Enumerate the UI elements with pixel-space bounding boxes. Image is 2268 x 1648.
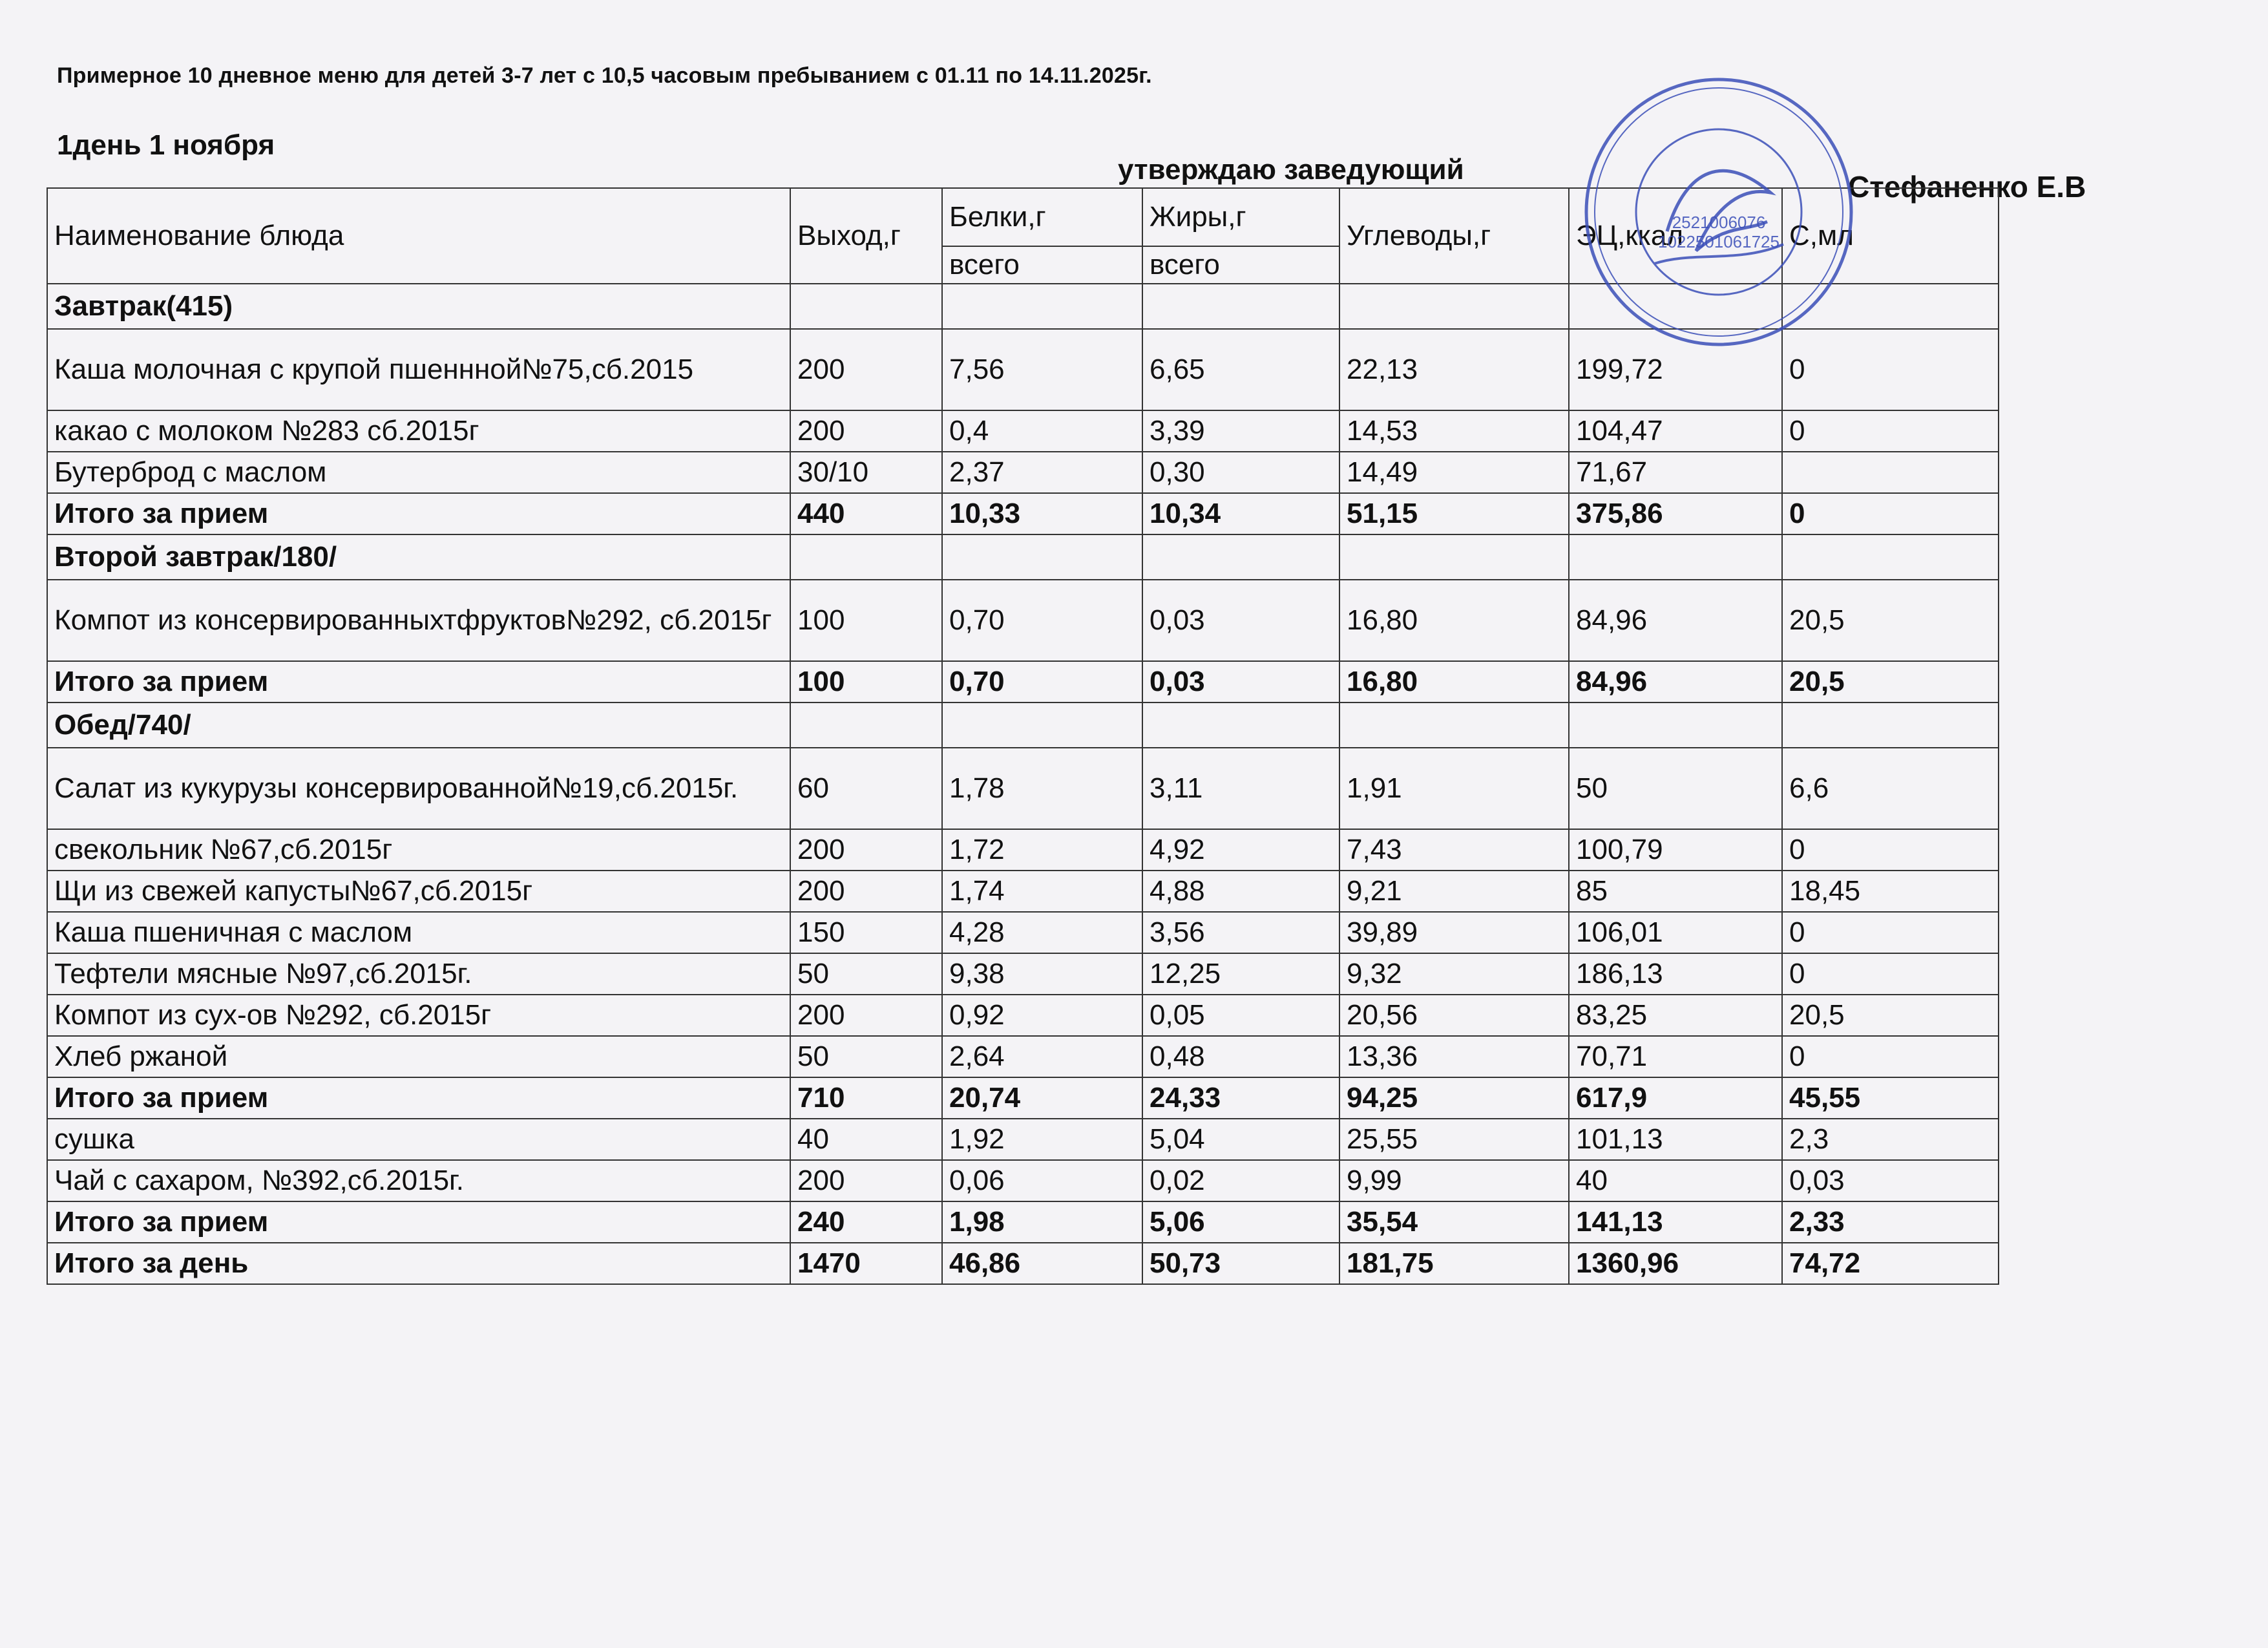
cell-protein: 20,74 — [942, 1077, 1142, 1119]
cell-carbs: 16,80 — [1339, 580, 1569, 661]
cell-protein: 10,33 — [942, 493, 1142, 534]
cell-energy: 50 — [1569, 748, 1782, 829]
cell-energy: 40 — [1569, 1160, 1782, 1201]
empty-cell — [942, 534, 1142, 580]
cell-fat: 0,02 — [1142, 1160, 1339, 1201]
cell-energy: 85 — [1569, 871, 1782, 912]
empty-cell — [942, 284, 1142, 329]
section-label: Второй завтрак/180/ — [47, 534, 790, 580]
cell-name: Хлеб ржаной — [47, 1036, 790, 1077]
cell-vitc: 0 — [1782, 329, 1999, 410]
table-row — [47, 829, 1999, 871]
cell-fat: 50,73 — [1142, 1243, 1339, 1284]
cell-fat: 4,88 — [1142, 871, 1339, 912]
cell-protein: 1,98 — [942, 1201, 1142, 1243]
section-total-row — [47, 493, 1999, 534]
header-row — [47, 188, 1999, 246]
cell-carbs: 9,21 — [1339, 871, 1569, 912]
cell-yield: 60 — [790, 748, 942, 829]
cell-name: Каша молочная с крупой пшеннной№75,сб.2015 — [47, 329, 790, 410]
cell-carbs: 1,91 — [1339, 748, 1569, 829]
approve-label: утверждаю заведующий — [1118, 154, 1464, 185]
cell-name: свекольник №67,сб.2015г — [47, 829, 790, 871]
cell-energy: 199,72 — [1569, 329, 1782, 410]
empty-cell — [790, 534, 942, 580]
empty-cell — [790, 284, 942, 329]
stamp-ogrn: 1022501061725 — [1658, 232, 1780, 251]
cell-energy: 70,71 — [1569, 1036, 1782, 1077]
cell-name: Компот из сух-ов №292, сб.2015г — [47, 995, 790, 1036]
cell-carbs: 14,53 — [1339, 410, 1569, 452]
cell-fat: 12,25 — [1142, 953, 1339, 995]
cell-carbs: 7,43 — [1339, 829, 1569, 871]
cell-carbs: 181,75 — [1339, 1243, 1569, 1284]
cell-yield: 50 — [790, 1036, 942, 1077]
table-row — [47, 995, 1999, 1036]
empty-cell — [1142, 284, 1339, 329]
cell-fat: 10,34 — [1142, 493, 1339, 534]
cell-vitc: 18,45 — [1782, 871, 1999, 912]
cell-energy: 617,9 — [1569, 1077, 1782, 1119]
cell-name: Итого за прием — [47, 1077, 790, 1119]
cell-fat: 0,03 — [1142, 580, 1339, 661]
cell-carbs: 14,49 — [1339, 452, 1569, 493]
cell-carbs: 20,56 — [1339, 995, 1569, 1036]
cell-yield: 100 — [790, 580, 942, 661]
section-header-row — [47, 703, 1999, 748]
cell-yield: 200 — [790, 410, 942, 452]
cell-vitc: 0,03 — [1782, 1160, 1999, 1201]
section-total-row — [47, 1201, 1999, 1243]
subheader-fat: всего — [1142, 246, 1339, 284]
cell-protein: 0,70 — [942, 661, 1142, 703]
cell-energy: 100,79 — [1569, 829, 1782, 871]
header-carbs: Углеводы,г — [1339, 188, 1569, 284]
cell-carbs: 9,99 — [1339, 1160, 1569, 1201]
empty-cell — [1339, 534, 1569, 580]
cell-protein: 0,4 — [942, 410, 1142, 452]
table-row — [47, 410, 1999, 452]
empty-cell — [942, 703, 1142, 748]
cell-protein: 1,74 — [942, 871, 1142, 912]
cell-protein: 2,64 — [942, 1036, 1142, 1077]
header-name: Наименование блюда — [47, 188, 790, 284]
cell-name: какао с молоком №283 сб.2015г — [47, 410, 790, 452]
cell-name: Итого за прием — [47, 661, 790, 703]
cell-name: Итого за прием — [47, 1201, 790, 1243]
header-vitc: С,мл — [1782, 188, 1999, 284]
cell-carbs: 35,54 — [1339, 1201, 1569, 1243]
cell-vitc: 20,5 — [1782, 580, 1999, 661]
cell-fat: 5,06 — [1142, 1201, 1339, 1243]
cell-energy: 106,01 — [1569, 912, 1782, 953]
cell-vitc: 20,5 — [1782, 995, 1999, 1036]
cell-vitc: 0 — [1782, 953, 1999, 995]
cell-fat: 0,03 — [1142, 661, 1339, 703]
table-row — [47, 1119, 1999, 1160]
cell-fat: 0,05 — [1142, 995, 1339, 1036]
empty-cell — [1142, 534, 1339, 580]
cell-vitc: 45,55 — [1782, 1077, 1999, 1119]
cell-energy: 104,47 — [1569, 410, 1782, 452]
table-row — [47, 580, 1999, 661]
empty-cell — [1569, 703, 1782, 748]
cell-name: Салат из кукурузы консервированной№19,сб.2015г. — [47, 748, 790, 829]
cell-name: Итого за прием — [47, 493, 790, 534]
cell-name: Щи из свежей капусты№67,сб.2015г — [47, 871, 790, 912]
cell-fat: 3,39 — [1142, 410, 1339, 452]
cell-yield: 150 — [790, 912, 942, 953]
empty-cell — [1142, 703, 1339, 748]
cell-vitc: 20,5 — [1782, 661, 1999, 703]
empty-cell — [790, 703, 942, 748]
cell-name: Итого за день — [47, 1243, 790, 1284]
cell-yield: 200 — [790, 871, 942, 912]
cell-energy: 84,96 — [1569, 661, 1782, 703]
cell-vitc: 0 — [1782, 1036, 1999, 1077]
table-row — [47, 748, 1999, 829]
cell-protein: 46,86 — [942, 1243, 1142, 1284]
cell-protein: 0,06 — [942, 1160, 1142, 1201]
cell-vitc — [1782, 452, 1999, 493]
section-total-row — [47, 661, 1999, 703]
cell-energy: 141,13 — [1569, 1201, 1782, 1243]
section-header-row — [47, 284, 1999, 329]
cell-protein: 9,38 — [942, 953, 1142, 995]
cell-carbs: 94,25 — [1339, 1077, 1569, 1119]
cell-fat: 4,92 — [1142, 829, 1339, 871]
header-energy: ЭЦ,ккал — [1569, 188, 1782, 284]
cell-vitc: 0 — [1782, 912, 1999, 953]
empty-cell — [1782, 284, 1999, 329]
empty-cell — [1569, 534, 1782, 580]
header-yield: Выход,г — [790, 188, 942, 284]
cell-fat: 0,30 — [1142, 452, 1339, 493]
cell-yield: 200 — [790, 1160, 942, 1201]
cell-vitc: 0 — [1782, 410, 1999, 452]
cell-yield: 710 — [790, 1077, 942, 1119]
cell-name: сушка — [47, 1119, 790, 1160]
stamp-inn: 2521006076 — [1672, 213, 1766, 232]
header-protein: Белки,г — [942, 188, 1142, 246]
cell-protein: 2,37 — [942, 452, 1142, 493]
cell-vitc: 0 — [1782, 493, 1999, 534]
cell-yield: 240 — [790, 1201, 942, 1243]
cell-protein: 1,92 — [942, 1119, 1142, 1160]
cell-name: Компот из консервированныхтфруктов№292, сб.2015г — [47, 580, 790, 661]
cell-fat: 24,33 — [1142, 1077, 1339, 1119]
cell-yield: 30/10 — [790, 452, 942, 493]
section-label: Обед/740/ — [47, 703, 790, 748]
cell-yield: 40 — [790, 1119, 942, 1160]
cell-fat: 3,11 — [1142, 748, 1339, 829]
cell-yield: 440 — [790, 493, 942, 534]
cell-name: Чай с сахаром, №392,сб.2015г. — [47, 1160, 790, 1201]
section-label: Завтрак(415) — [47, 284, 790, 329]
section-header-row — [47, 534, 1999, 580]
cell-energy: 71,67 — [1569, 452, 1782, 493]
cell-protein: 1,78 — [942, 748, 1142, 829]
table-row — [47, 329, 1999, 410]
cell-fat: 5,04 — [1142, 1119, 1339, 1160]
cell-fat: 3,56 — [1142, 912, 1339, 953]
cell-yield: 100 — [790, 661, 942, 703]
cell-carbs: 13,36 — [1339, 1036, 1569, 1077]
cell-energy: 375,86 — [1569, 493, 1782, 534]
cell-yield: 200 — [790, 329, 942, 410]
cell-energy: 186,13 — [1569, 953, 1782, 995]
table-row — [47, 871, 1999, 912]
cell-yield: 1470 — [790, 1243, 942, 1284]
cell-name: Тефтели мясные №97,сб.2015г. — [47, 953, 790, 995]
empty-cell — [1782, 703, 1999, 748]
day-total-row — [47, 1243, 1999, 1284]
table-row — [47, 452, 1999, 493]
cell-energy: 84,96 — [1569, 580, 1782, 661]
cell-vitc: 2,33 — [1782, 1201, 1999, 1243]
cell-yield: 200 — [790, 995, 942, 1036]
empty-cell — [1782, 534, 1999, 580]
cell-carbs: 9,32 — [1339, 953, 1569, 995]
approver-name: Стефаненко Е.В — [1848, 170, 2086, 204]
table-row — [47, 912, 1999, 953]
cell-protein: 0,92 — [942, 995, 1142, 1036]
cell-carbs: 39,89 — [1339, 912, 1569, 953]
cell-protein: 7,56 — [942, 329, 1142, 410]
subheader-protein: всего — [942, 246, 1142, 284]
document-title: Примерное 10 дневное меню для детей 3-7 лет с 10,5 часовым пребыванием с 01.11 по 14.11.2025г. — [57, 63, 1152, 88]
cell-vitc: 0 — [1782, 829, 1999, 871]
cell-carbs: 51,15 — [1339, 493, 1569, 534]
cell-vitc: 2,3 — [1782, 1119, 1999, 1160]
cell-protein: 1,72 — [942, 829, 1142, 871]
menu-table — [47, 187, 1999, 1285]
cell-fat: 6,65 — [1142, 329, 1339, 410]
header-fat: Жиры,г — [1142, 188, 1339, 246]
empty-cell — [1339, 284, 1569, 329]
section-total-row — [47, 1077, 1999, 1119]
empty-cell — [1339, 703, 1569, 748]
cell-carbs: 22,13 — [1339, 329, 1569, 410]
cell-protein: 4,28 — [942, 912, 1142, 953]
cell-carbs: 25,55 — [1339, 1119, 1569, 1160]
cell-energy: 83,25 — [1569, 995, 1782, 1036]
cell-vitc: 74,72 — [1782, 1243, 1999, 1284]
cell-yield: 50 — [790, 953, 942, 995]
table-row — [47, 953, 1999, 995]
table-row — [47, 1036, 1999, 1077]
cell-yield: 200 — [790, 829, 942, 871]
cell-name: Каша пшеничная с маслом — [47, 912, 790, 953]
empty-cell — [1569, 284, 1782, 329]
cell-fat: 0,48 — [1142, 1036, 1339, 1077]
cell-energy: 101,13 — [1569, 1119, 1782, 1160]
cell-name: Бутерброд с маслом — [47, 452, 790, 493]
cell-energy: 1360,96 — [1569, 1243, 1782, 1284]
cell-protein: 0,70 — [942, 580, 1142, 661]
cell-vitc: 6,6 — [1782, 748, 1999, 829]
cell-carbs: 16,80 — [1339, 661, 1569, 703]
table-row — [47, 1160, 1999, 1201]
day-label: 1день 1 ноября — [57, 129, 275, 161]
